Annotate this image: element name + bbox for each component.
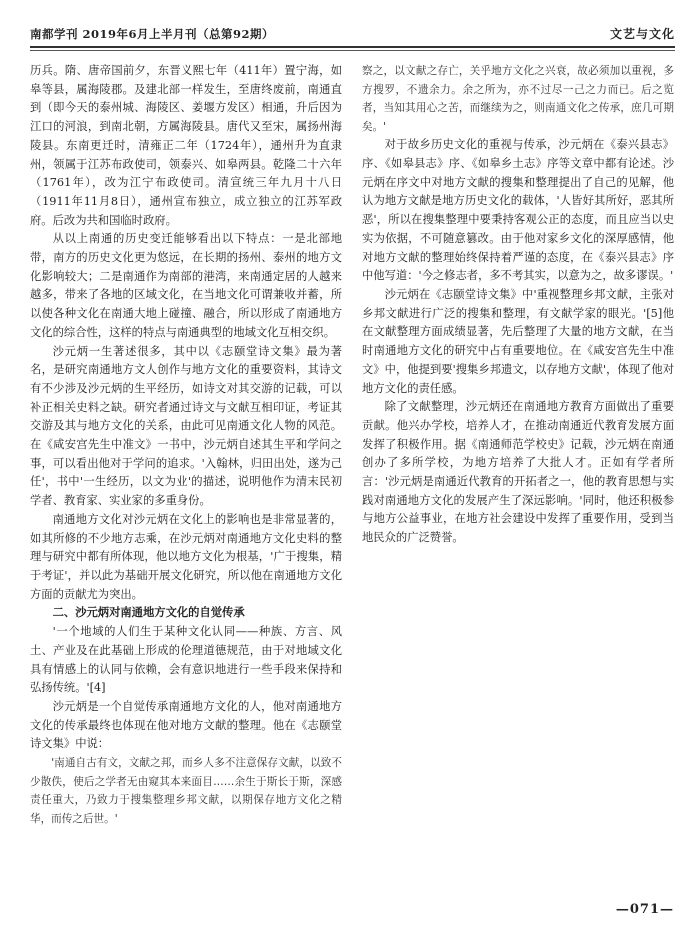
journal-title: 南都学刊 2019年6月上半月刊（总第92期） (30, 27, 275, 41)
paragraph: 从以上南通的历史变迁能够看出以下特点：一是北部地带，南方的历史文化更为悠远，在长期的扬州、泰州的地方文化影响较大；二是南通作为南部的港湾，来南通定居的人越来越多，带来了各地的区域文化，在当地文化可谓兼收并蓄，所以使各种文化在南通大地上碰撞、融合，所以形成了南通地方文化的综合性，这样的特点与南通典型的地域文化互相交织。 (30, 232, 342, 339)
block-quote: '南通自古有文，文献之邦，而乡人多不注意保存文献，以致不少散佚，使后之学者无由窥其本来面目……余生于斯长于斯，深感责任重大，乃致力于搜集整理乡邦文献，以期保存地方文化之精华，而传之后世。' (30, 757, 342, 825)
page-header (30, 24, 675, 46)
paragraph: 沙元炳在《志颐堂诗文集》中'重视整理乡邦文献，主张对乡邦文献进行广泛的搜集和整理，有文献学家的眼光。'[5]他在文献整理方面成绩显著，先后整理了大量的地方文献，在当时南通地方文化的研究中占有重要地位。在《咸安宫先生中准文》中，他提到要'搜集乡邦遗文，以存地方文献'，体现了他对地方文化的责任感。 (362, 288, 674, 395)
block-quote: 察之，以文献之存亡，关乎地方文化之兴衰，故必须加以重视，多方搜罗，不遗余力。余之所为，亦不过尽一己之力而已。后之览者，当知其用心之苦，而继续为之，则南通文化之传承，庶几可期矣。' (362, 65, 674, 133)
header-rule (30, 46, 675, 48)
section-title: 文艺与文化 (609, 27, 675, 41)
paragraph: 沙元炳一生著述很多，其中以《志颐堂诗文集》最为著名，是研究南通地方文人创作与地方文化的重要资料，其诗文有不少涉及沙元炳的生平经历，如诗文对其交游的记载，可以补正相关史料之缺。研究者通过诗文与文献互相印证，考证其交游及其与地方文化的关系，由此可见南通文化人物的风范。在《咸安宫先生中准文》一书中，沙元炳自述其生平和学问之事，可以看出他对于学问的追求。'入翰林，归田出处，遂为己任'，书中'一生经历，以文为业'的描述，说明他作为清末民初学者、教育家、实业家的多重身份。 (30, 344, 342, 508)
right-column (362, 62, 674, 548)
header-rule-thin (30, 50, 675, 51)
paragraph: 历兵。隋、唐帝国前夕，东晋义熙七年（411年）置宁海，如皋等县，属海陵郡。及建北部一样发生，至唐终废前，南通直到（即今天的泰州城、海陵区、姜堰方发区）相通，升后因为江口的河浪，到南北朝，方属海陵县。唐代又至宋，属扬州海陵县。东南更迁时，清雍正二年（1724年），通州升为直隶州，领属于江苏布政使司，领泰兴、如皋两县。乾隆二十六年（1761年），改为江宁布政使司。清宣统三年九月十八日（1911年11月8日），通州宣布独立，成立独立的江苏军政府。后改为共和国临时政府。 (30, 64, 342, 227)
paragraph: '一个地域的人们生于某种文化认同——种族、方言、风土、产业及在此基础上形成的伦理道德规范，由于对地域文化具有情感上的认同与依赖，会有意识地进行一些手段来保持和弘扬传统。'[4] (30, 625, 342, 695)
paragraph: 除了文献整理，沙元炳还在南通地方教育方面做出了重要贡献。他兴办学校，培养人才，在推动南通近代教育发展方面发挥了积极作用。据《南通师范学校史》记载，沙元炳在南通创办了多所学校，为地方培养了大批人才。正如有学者所言：'沙元炳是南通近代教育的开拓者之一，他的教育思想与实践对南通地方文化的发展产生了深远影响。'同时，他还积极参与地方公益事业，在地方社会建设中发挥了重要作用，受到当地民众的广泛赞誉。 (362, 400, 674, 545)
page-number: —071— (615, 902, 674, 917)
paragraph: 南通地方文化对沙元炳在文化上的影响也是非常显著的，如其所修的不少地方志乘，在沙元炳对南通地方文化史料的整理与研究中都有所体现，他以地方文化为根基，'广于搜集，精于考证'，并以此为基础开展文化研究，所以他在南通地方文化方面的贡献尤为突出。 (30, 512, 342, 601)
paragraph: 对于故乡历史文化的重视与传承，沙元炳在《泰兴县志》序、《如皋县志》序、《如皋乡土志》序等文章中都有论述。沙元炳在序文中对地方文献的搜集和整理提出了自己的见解，他认为地方文献是地方历史文化的载体，'人皆好其所好，恶其所恶'，所以在搜集整理中要秉持客观公正的态度，而且应当以史实为依据，不可随意篡改。由于他对家乡文化的深厚感情，他对地方文献的整理始终保持着严谨的态度，在《泰兴县志》序中他写道：'今之修志者，多不考其实，以意为之，故多谬误。' (362, 138, 674, 283)
left-column (30, 62, 342, 828)
section-heading: 二、沙元炳对南通地方文化的自觉传承 (52, 606, 245, 620)
paragraph: 沙元炳是一个自觉传承南通地方文化的人，他对南通地方文化的传承最终也体现在他对地方文献的整理。他在《志颐堂诗文集》中说： (30, 699, 342, 751)
